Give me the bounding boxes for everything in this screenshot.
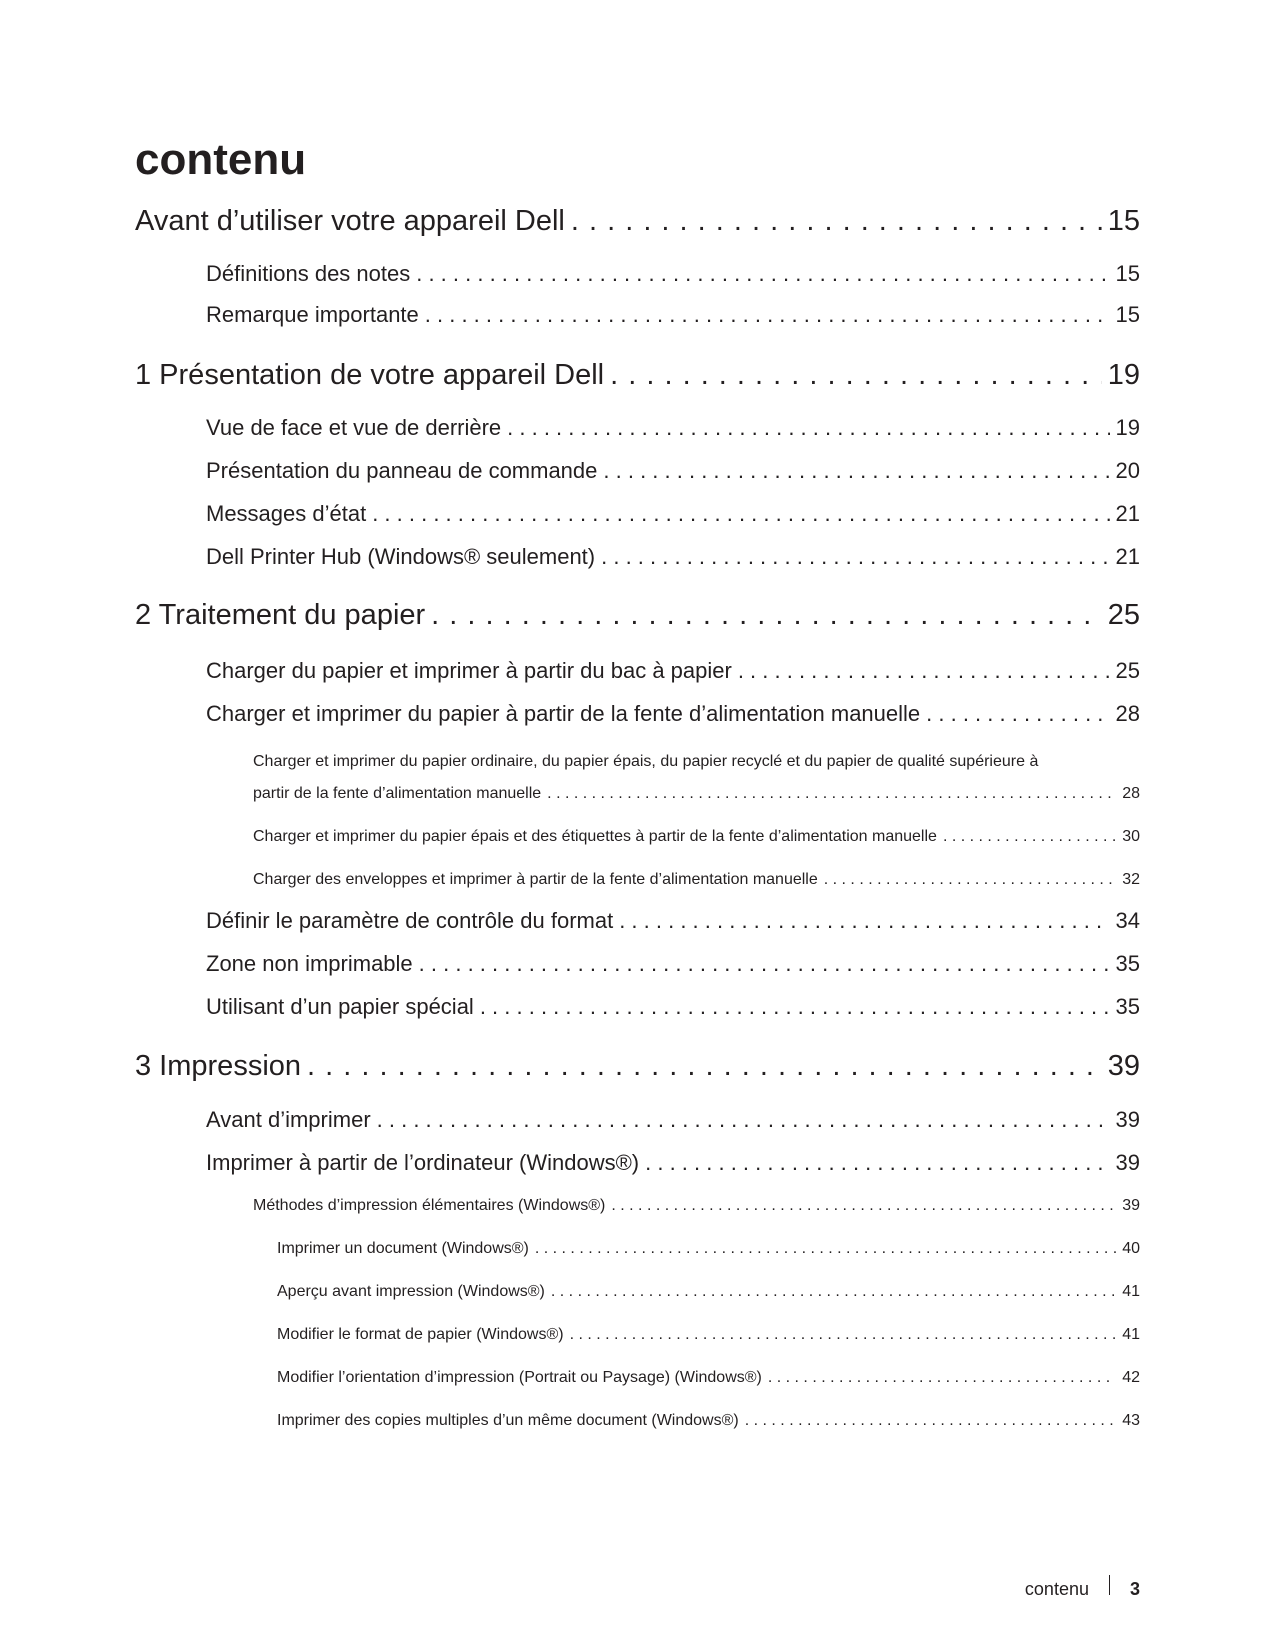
- toc-page-number: 42: [1122, 1369, 1140, 1386]
- toc-subsubentry-imprimer-document[interactable]: [277, 1237, 1140, 1261]
- footer-divider: [1109, 1575, 1110, 1595]
- toc-subsubentry-format-papier[interactable]: [277, 1323, 1140, 1347]
- dot-leader: [619, 906, 1109, 936]
- toc-entry-title: Zone non imprimable: [206, 951, 413, 976]
- page-title: contenu: [135, 135, 307, 184]
- toc-page-number: 41: [1122, 1326, 1140, 1343]
- toc-page-number: 20: [1115, 458, 1140, 483]
- dot-leader: [926, 699, 1109, 729]
- toc-entry-title: Vue de face et vue de derrière: [206, 415, 502, 440]
- toc-entry-imprimer-ordinateur[interactable]: [206, 1148, 1140, 1178]
- toc-entry-panneau[interactable]: [206, 456, 1140, 486]
- toc-subentry-line1: Charger et imprimer du papier ordinaire, du papier épais, du papier recyclé et du papier de qualité supérieure à: [253, 753, 1039, 770]
- toc-entry-title: Charger et imprimer du papier épais et des étiquettes à partir de la fente d’alimentation manuelle: [253, 828, 937, 845]
- dot-leader: [610, 357, 1102, 393]
- toc-entry-messages[interactable]: [206, 499, 1140, 529]
- toc-page-number: 35: [1115, 951, 1140, 976]
- dot-leader: [507, 413, 1109, 443]
- toc-page-number: 39: [1122, 1197, 1140, 1214]
- toc-subsubentry-orientation[interactable]: [277, 1366, 1140, 1390]
- toc-entry-charger-fente[interactable]: [206, 699, 1140, 729]
- dot-leader: [535, 1237, 1116, 1261]
- toc-subentry-enveloppes[interactable]: [253, 868, 1140, 892]
- toc-entry-special[interactable]: [206, 992, 1140, 1022]
- page-footer: [1025, 1575, 1140, 1601]
- dot-leader: [571, 203, 1102, 239]
- toc-entry-title: Remarque importante: [206, 302, 419, 327]
- toc-page-number: 41: [1122, 1283, 1140, 1300]
- toc-entry-title: Avant d’imprimer: [206, 1107, 371, 1132]
- footer-page-number: 3: [1129, 1579, 1140, 1599]
- toc-page-number: 28: [1122, 785, 1140, 802]
- dot-leader: [377, 1105, 1110, 1135]
- toc-entry-format[interactable]: [206, 906, 1140, 936]
- toc-page-number: 30: [1122, 828, 1140, 845]
- toc-page-number: 39: [1115, 1107, 1140, 1132]
- toc-entry-zone[interactable]: [206, 949, 1140, 979]
- toc-entry-title: Aperçu avant impression (Windows®): [277, 1283, 545, 1300]
- toc-page-number: 19: [1107, 359, 1140, 391]
- toc-page-number: 25: [1115, 658, 1140, 683]
- toc-entry-title: Définir le paramètre de contrôle du format: [206, 908, 614, 933]
- dot-leader: [551, 1280, 1116, 1304]
- toc-page-number: 25: [1107, 599, 1140, 631]
- toc-page-number: 15: [1107, 205, 1140, 237]
- dot-leader: [745, 1409, 1116, 1433]
- toc-subentry-papier-epais[interactable]: [253, 825, 1140, 849]
- toc-entry-title: Imprimer un document (Windows®): [277, 1240, 529, 1257]
- toc-entry-title: Avant d’utiliser votre appareil Dell: [135, 205, 565, 237]
- toc-page-number: 21: [1115, 544, 1140, 569]
- dot-leader: [824, 868, 1116, 892]
- toc-entry-title: 2 Traitement du papier: [135, 599, 426, 631]
- toc-page-number: 15: [1115, 261, 1140, 286]
- dot-leader: [603, 456, 1109, 486]
- toc-page-number: 32: [1122, 871, 1140, 888]
- toc-entry-title: Messages d’état: [206, 501, 367, 526]
- toc-page-number: 19: [1115, 415, 1140, 440]
- dot-leader: [416, 259, 1109, 289]
- toc-entry-title: 3 Impression: [135, 1050, 302, 1082]
- dot-leader: [768, 1366, 1116, 1390]
- footer-section-label: contenu: [1024, 1579, 1089, 1599]
- toc-chapter-3[interactable]: [135, 1048, 1140, 1084]
- toc-entry-title: Imprimer à partir de l’ordinateur (Windows®): [206, 1150, 640, 1175]
- toc-page-number: 39: [1115, 1150, 1140, 1175]
- toc-subentry-papier-ordinaire[interactable]: [253, 782, 1140, 806]
- toc-chapter-intro[interactable]: [135, 203, 1140, 239]
- toc-entry-title: Présentation du panneau de commande: [206, 458, 598, 483]
- toc-entry-title: Dell Printer Hub (Windows® seulement): [206, 544, 596, 569]
- toc-entry-remarque[interactable]: [206, 300, 1140, 330]
- toc-page-number: 15: [1115, 302, 1140, 327]
- dot-leader: [419, 949, 1110, 979]
- toc-entry-definitions[interactable]: [206, 259, 1140, 289]
- dot-leader: [738, 656, 1110, 686]
- toc-subentry-methodes[interactable]: [253, 1194, 1140, 1218]
- dot-leader: [431, 597, 1102, 633]
- dot-leader: [372, 499, 1109, 529]
- toc-entry-title: Charger et imprimer du papier à partir de la fente d’alimentation manuelle: [206, 701, 921, 726]
- toc-entry-title: Modifier l’orientation d’impression (Portrait ou Paysage) (Windows®): [277, 1369, 762, 1386]
- toc-entry-title: Imprimer des copies multiples d’un même document (Windows®): [277, 1412, 739, 1429]
- toc-entry-avant-imprimer[interactable]: [206, 1105, 1140, 1135]
- toc-entry-vue[interactable]: [206, 413, 1140, 443]
- toc-entry-title: 1 Présentation de votre appareil Dell: [135, 359, 605, 391]
- toc-chapter-1[interactable]: [135, 357, 1140, 393]
- dot-leader: [480, 992, 1110, 1022]
- toc-page-number: 43: [1122, 1412, 1140, 1429]
- dot-leader: [547, 782, 1116, 806]
- toc-entry-title: Charger du papier et imprimer à partir du bac à papier: [206, 658, 732, 683]
- dot-leader: [570, 1323, 1117, 1347]
- toc-page-number: 39: [1107, 1050, 1140, 1082]
- toc-subsubentry-apercu[interactable]: [277, 1280, 1140, 1304]
- dot-leader: [601, 542, 1109, 572]
- toc-entry-title: partir de la fente d’alimentation manuelle: [253, 785, 542, 802]
- toc-entry-title: Définitions des notes: [206, 261, 411, 286]
- toc-page-number: 34: [1115, 908, 1140, 933]
- dot-leader: [425, 300, 1110, 330]
- toc-subsubentry-copies[interactable]: [277, 1409, 1140, 1433]
- dot-leader: [943, 825, 1116, 849]
- toc-page-number: 35: [1115, 994, 1140, 1019]
- toc-entry-title: Charger des enveloppes et imprimer à partir de la fente d’alimentation manuelle: [253, 871, 818, 888]
- dot-leader: [307, 1048, 1102, 1084]
- toc-chapter-2[interactable]: [135, 597, 1140, 633]
- dot-leader: [645, 1148, 1109, 1178]
- toc-entry-title: Utilisant d’un papier spécial: [206, 994, 474, 1019]
- dot-leader: [611, 1194, 1116, 1218]
- toc-entry-printer-hub[interactable]: [206, 542, 1140, 572]
- toc-page-number: 28: [1115, 701, 1140, 726]
- toc-entry-title: Modifier le format de papier (Windows®): [277, 1326, 564, 1343]
- toc-page-number: 21: [1115, 501, 1140, 526]
- toc-entry-title: Méthodes d’impression élémentaires (Windows®): [253, 1197, 606, 1214]
- toc-page-number: 40: [1122, 1240, 1140, 1257]
- toc-entry-charger-bac[interactable]: [206, 656, 1140, 686]
